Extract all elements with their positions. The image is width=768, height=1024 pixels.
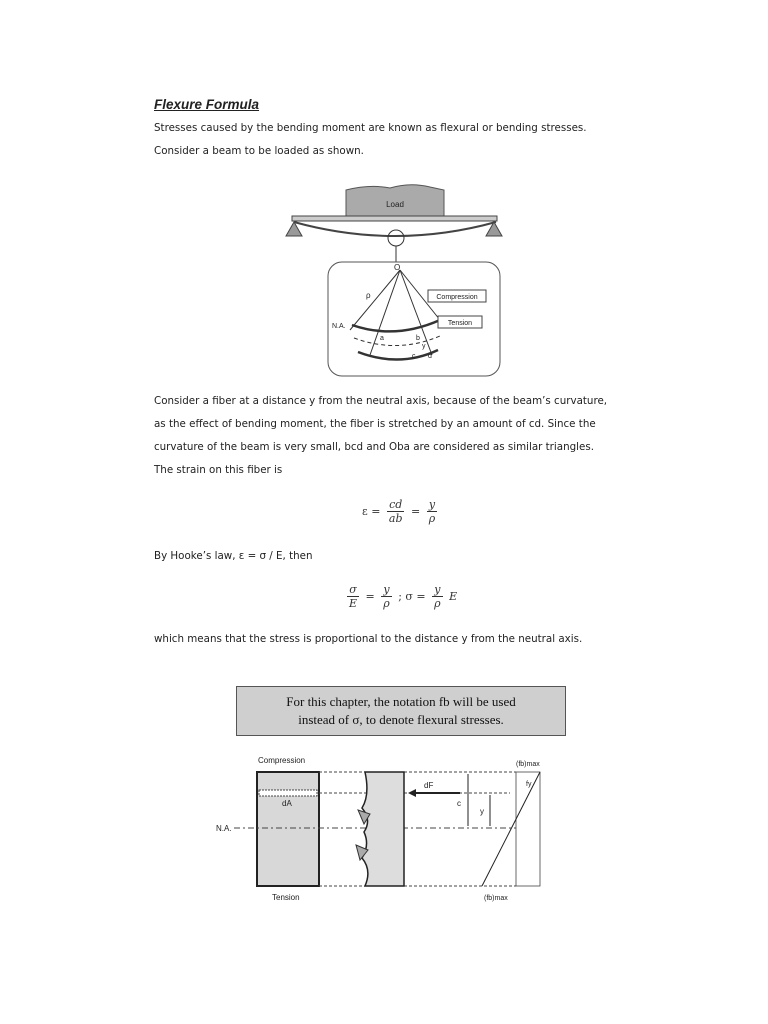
svg-text:dA: dA	[282, 799, 292, 808]
svg-text:O: O	[394, 263, 401, 272]
svg-text:y: y	[480, 807, 484, 816]
svg-text:a: a	[380, 335, 384, 342]
cross-section	[257, 772, 319, 886]
load-label: Load	[386, 200, 404, 209]
svg-text:y: y	[422, 343, 426, 350]
svg-text:c: c	[457, 799, 461, 808]
svg-text:dF: dF	[424, 781, 434, 790]
svg-text:(fb)max: (fb)max	[484, 895, 508, 902]
detail-circle	[388, 230, 404, 246]
fiber-line-1: Consider a fiber at a distance y from the neutral axis, because of the beam’s curvature,	[154, 395, 608, 407]
stress-line	[482, 772, 540, 886]
strain-equation: ε = $\frac{cd}{ab}$ = $\frac{y}{\rho}$	[362, 498, 436, 525]
fiber-line-4: The strain on this fiber is	[154, 464, 283, 476]
stress-distribution-figure	[210, 750, 550, 908]
intro-line-2: Consider a beam to be loaded as shown.	[154, 145, 364, 157]
page-heading: Flexure Formula	[154, 97, 260, 112]
svg-text:b: b	[416, 335, 420, 342]
notation-note: For this chapter, the notation fb will be used instead of σ, to denote flexural stresses.	[236, 686, 566, 736]
hooke-line: By Hooke’s law, ε = σ / E, then	[154, 550, 313, 562]
fiber-line-2: as the effect of bending moment, the fiber is stretched by an amount of cd. Since the	[154, 418, 596, 430]
svg-text:d: d	[428, 353, 432, 360]
intro-line-1: Stresses caused by the bending moment are known as flexural or bending stresses.	[154, 122, 587, 134]
svg-text:ρ: ρ	[366, 291, 371, 300]
fiber-line-3: curvature of the beam is very small, bcd and Oba are considered as similar triangles.	[154, 441, 594, 453]
beam-cut-piece	[362, 772, 404, 886]
svg-text:Tension: Tension	[272, 893, 300, 902]
svg-text:c: c	[412, 353, 416, 360]
stress-equation: $\frac{\sigma}{E}$ = $\frac{y}{\rho}$ ; σ = $\frac{y}{\rho}$ E	[349, 583, 458, 610]
svg-text:Compression: Compression	[436, 294, 478, 301]
beam-top	[292, 216, 497, 221]
beam-deflection	[294, 222, 496, 236]
svg-text:fy: fy	[526, 781, 532, 788]
svg-text:Tension: Tension	[447, 320, 473, 327]
beam-figure	[280, 180, 510, 380]
svg-text:(fb)max: (fb)max	[516, 761, 540, 768]
svg-text:Compression: Compression	[258, 756, 306, 765]
na-label: N.A.	[332, 323, 346, 330]
proportional-line: which means that the stress is proportional to the distance y from the neutral axis.	[154, 633, 583, 645]
na-label-2: N.A.	[216, 824, 232, 833]
